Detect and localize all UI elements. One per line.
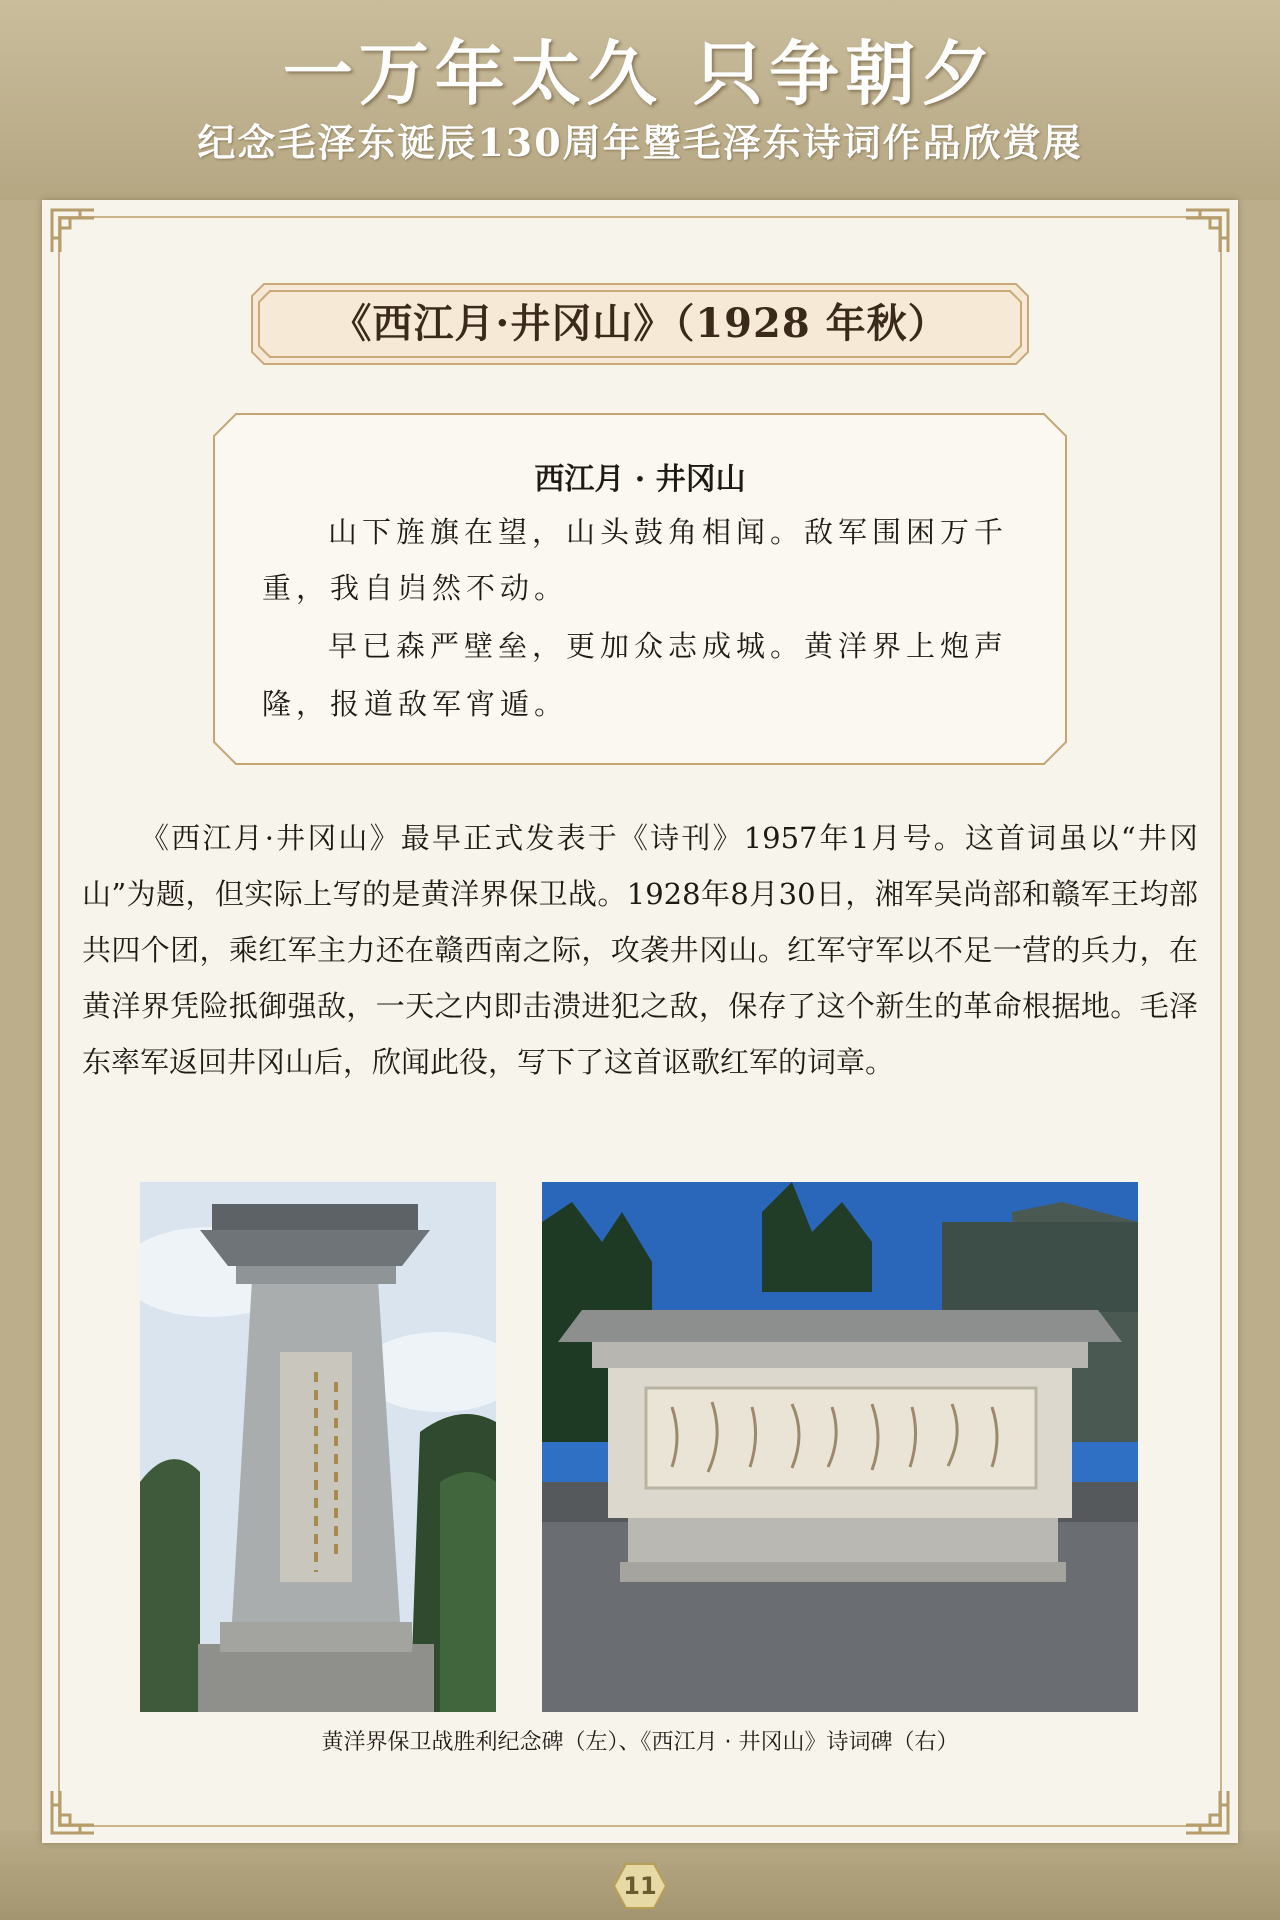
poem-line: 重，我自岿然不动。 — [262, 571, 569, 605]
poem-line: 山下旌旗在望，山头鼓角相闻。敌军围困万千 — [328, 515, 1009, 549]
corner-ornament-bottom-right — [1184, 1789, 1230, 1835]
poem-title: 西江月 · 井冈山 — [534, 462, 746, 497]
content-panel — [42, 200, 1238, 1843]
poem-stele-photo — [542, 1182, 1138, 1712]
poem-line: 隆，报道敌军宵遁。 — [262, 687, 569, 721]
section-heading: 《西江月·井冈山》（1928 年秋） — [331, 300, 949, 347]
photo-caption: 黄洋界保卫战胜利纪念碑（左）、《西江月 · 井冈山》诗词碑（右） — [321, 1730, 959, 1755]
poem-box — [212, 412, 1068, 766]
subtitle: 纪念毛泽东诞辰130周年暨毛泽东诗词作品欣赏展 — [197, 120, 1083, 165]
body-paragraph: 《西江月·井冈山》最早正式发表于《诗刊》1957年1月号。这首词虽以“井冈山”为题，但实际上写的是黄洋界保卫战。1928年8月30日，湘军吴尚部和赣军王均部共四个团，乘红军主力还在赣西南之际，攻袭井冈山。红军守军以不足一营的兵力，在黄洋界凭险抵御强敌，一天之内即击溃进犯之敌，保存了这个新生的革命根据地。毛泽东率军返回井冈山后，欣闻此役，写下了这首讴歌红军的词章。 — [82, 821, 1198, 1079]
main-title: 一万年太久 只争朝夕 — [282, 32, 998, 115]
corner-ornament-bottom-left — [50, 1789, 96, 1835]
monument-photo — [140, 1182, 496, 1712]
poem-line: 早已森严壁垒，更加众志成城。黄洋界上炮声 — [328, 629, 1009, 663]
corner-ornament-top-right — [1184, 208, 1230, 254]
corner-ornament-top-left — [50, 208, 96, 254]
page-number-badge — [612, 1862, 668, 1910]
section-heading-plaque — [250, 282, 1030, 366]
page-number: 11 — [623, 1872, 657, 1900]
